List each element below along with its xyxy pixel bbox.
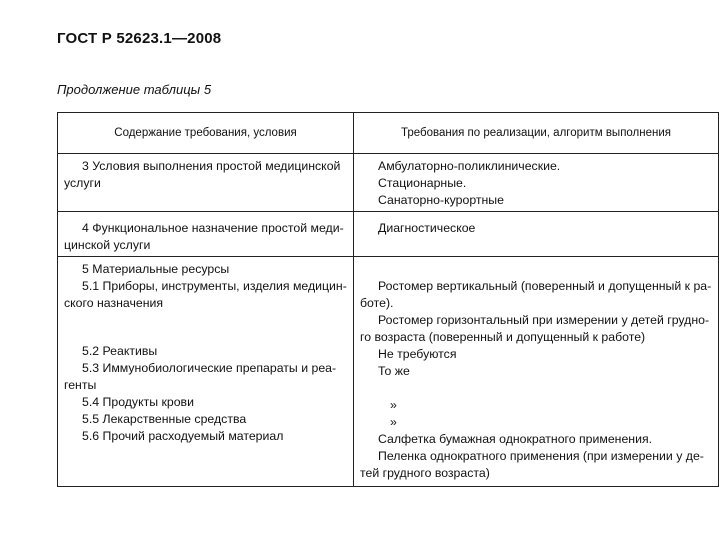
cell-text: Салфетка бумажная однократного применения.: [378, 432, 653, 446]
cell-text: услуги: [64, 176, 101, 190]
table-row: [58, 154, 719, 212]
cell-text: 5 Материальные ресурсы: [82, 262, 230, 276]
cell-text: Санаторно-курортные: [378, 193, 504, 207]
table-row: [58, 257, 719, 487]
cell-text: Диагностическое: [378, 221, 476, 235]
cell-text: цинской услуги: [64, 238, 151, 252]
cell-resources-value: [354, 257, 719, 487]
cell-function: [58, 212, 354, 257]
cell-text: 5.2 Реактивы: [82, 344, 158, 358]
cell-text: го возраста (поверенный и допущенный к работе): [360, 330, 646, 344]
cell-text: 5.1 Приборы, инструменты, изделия медицин-: [82, 279, 347, 293]
cell-text: 4 Функциональное назначение простой меди-: [82, 221, 344, 235]
cell-text: 5.4 Продукты крови: [82, 395, 194, 409]
table-caption: Продолжение таблицы 5: [57, 82, 212, 97]
cell-text: Стационарные.: [378, 176, 467, 190]
cell-text: То же: [378, 364, 410, 378]
cell-text: боте).: [360, 296, 394, 310]
cell-text: ского назначения: [64, 296, 164, 310]
cell-resources: [58, 257, 354, 487]
column-header-implementation: Требования по реализации, алгоритм выполнения: [354, 113, 719, 154]
cell-text: 3 Условия выполнения простой медицинской: [82, 159, 341, 173]
cell-text: 5.3 Иммунобиологические препараты и реа-: [82, 361, 337, 375]
requirements-table: [57, 112, 719, 487]
cell-function-value: [354, 212, 719, 257]
table-header-row: [58, 113, 719, 154]
cell-text: тей грудного возраста): [360, 466, 490, 480]
cell-text: Пеленка однократного применения (при измерении у де-: [378, 449, 704, 463]
document-code: ГОСТ Р 52623.1—2008: [57, 30, 222, 47]
cell-text: Ростомер вертикальный (поверенный и допущенный к ра-: [378, 279, 712, 293]
cell-text: 5.6 Прочий расходуемый материал: [82, 429, 284, 443]
cell-text: генты: [64, 378, 97, 392]
cell-text: Ростомер горизонтальный при измерении у детей грудно-: [378, 313, 710, 327]
cell-text: »: [390, 415, 397, 429]
cell-text: »: [390, 398, 397, 412]
cell-text: 5.5 Лекарственные средства: [82, 412, 247, 426]
cell-text: Амбулаторно-поликлинические.: [378, 159, 561, 173]
table-row: [58, 212, 719, 257]
cell-text: Не требуются: [378, 347, 457, 361]
column-header-requirement: Содержание требования, условия: [58, 113, 354, 154]
cell-conditions-value: [354, 154, 719, 212]
cell-conditions: [58, 154, 354, 212]
